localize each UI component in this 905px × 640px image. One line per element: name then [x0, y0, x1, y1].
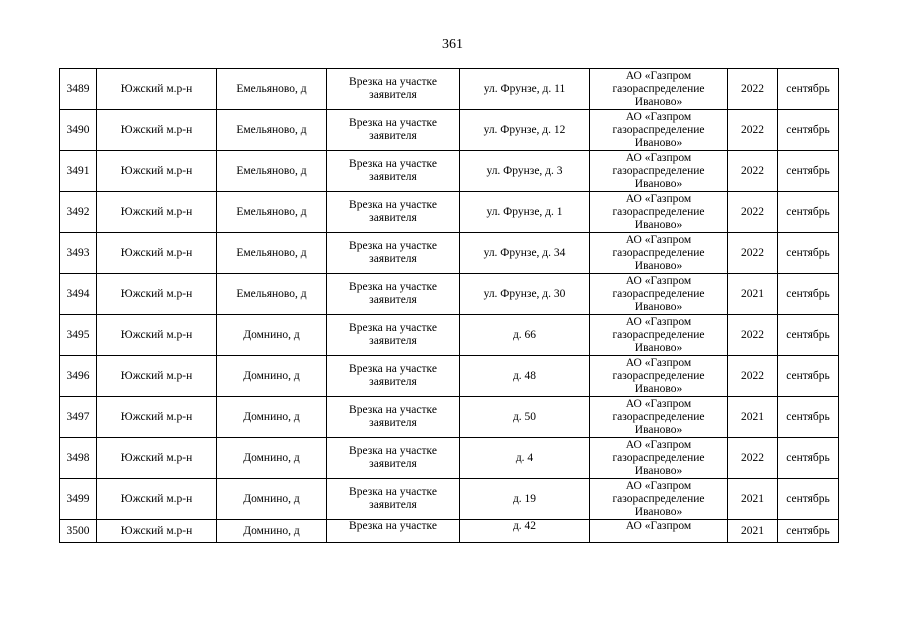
gasification-table [59, 68, 839, 543]
row-number-cell: 3496 [60, 356, 97, 397]
district-cell: Южский м.р-н [97, 356, 217, 397]
table-row [60, 479, 839, 520]
row-number-cell: 3500 [60, 520, 97, 543]
address-cell: ул. Фрунзе, д. 34 [460, 233, 590, 274]
work-type-cell: Врезка на участке заявителя [327, 69, 460, 110]
year-cell: 2022 [728, 438, 778, 479]
organization-cell: АО «Газпром газораспределение Иваново» [590, 315, 728, 356]
table-row [60, 274, 839, 315]
table-body [60, 69, 839, 543]
district-cell: Южский м.р-н [97, 397, 217, 438]
table-row [60, 438, 839, 479]
work-type-cell: Врезка на участке заявителя [327, 233, 460, 274]
row-number-cell: 3492 [60, 192, 97, 233]
address-cell: д. 48 [460, 356, 590, 397]
organization-cell: АО «Газпром газораспределение Иваново» [590, 192, 728, 233]
table-row [60, 397, 839, 438]
year-cell: 2022 [728, 69, 778, 110]
settlement-cell: Емельяново, д [217, 274, 327, 315]
month-cell: сентябрь [778, 438, 839, 479]
work-type-cell: Врезка на участке заявителя [327, 151, 460, 192]
year-cell: 2021 [728, 479, 778, 520]
table-row-truncated [60, 520, 839, 543]
month-cell: сентябрь [778, 274, 839, 315]
row-number-cell: 3489 [60, 69, 97, 110]
settlement-cell: Домнино, д [217, 520, 327, 543]
table-row [60, 356, 839, 397]
district-cell: Южский м.р-н [97, 274, 217, 315]
address-cell: ул. Фрунзе, д. 3 [460, 151, 590, 192]
work-type-cell: Врезка на участке заявителя [327, 110, 460, 151]
address-cell: д. 19 [460, 479, 590, 520]
row-number-cell: 3494 [60, 274, 97, 315]
district-cell: Южский м.р-н [97, 151, 217, 192]
row-number-cell: 3491 [60, 151, 97, 192]
organization-cell: АО «Газпром газораспределение Иваново» [590, 151, 728, 192]
work-type-cell: Врезка на участке [327, 520, 460, 543]
settlement-cell: Емельяново, д [217, 151, 327, 192]
work-type-cell: Врезка на участке заявителя [327, 356, 460, 397]
year-cell: 2022 [728, 110, 778, 151]
district-cell: Южский м.р-н [97, 479, 217, 520]
table-row [60, 315, 839, 356]
settlement-cell: Емельяново, д [217, 233, 327, 274]
table-row [60, 110, 839, 151]
year-cell: 2022 [728, 356, 778, 397]
page-number: 361 [442, 37, 463, 52]
address-cell: д. 4 [460, 438, 590, 479]
month-cell: сентябрь [778, 233, 839, 274]
month-cell: сентябрь [778, 192, 839, 233]
address-cell: д. 66 [460, 315, 590, 356]
table-row [60, 151, 839, 192]
district-cell: Южский м.р-н [97, 520, 217, 543]
address-cell: ул. Фрунзе, д. 30 [460, 274, 590, 315]
settlement-cell: Емельяново, д [217, 192, 327, 233]
month-cell: сентябрь [778, 315, 839, 356]
row-number-cell: 3498 [60, 438, 97, 479]
organization-cell: АО «Газпром газораспределение Иваново» [590, 356, 728, 397]
settlement-cell: Домнино, д [217, 479, 327, 520]
row-number-cell: 3493 [60, 233, 97, 274]
month-cell: сентябрь [778, 69, 839, 110]
year-cell: 2022 [728, 151, 778, 192]
organization-cell: АО «Газпром [590, 520, 728, 543]
year-cell: 2022 [728, 315, 778, 356]
row-number-cell: 3490 [60, 110, 97, 151]
district-cell: Южский м.р-н [97, 233, 217, 274]
table-row [60, 69, 839, 110]
settlement-cell: Домнино, д [217, 356, 327, 397]
year-cell: 2021 [728, 274, 778, 315]
year-cell: 2022 [728, 233, 778, 274]
organization-cell: АО «Газпром газораспределение Иваново» [590, 438, 728, 479]
organization-cell: АО «Газпром газораспределение Иваново» [590, 479, 728, 520]
address-cell: ул. Фрунзе, д. 1 [460, 192, 590, 233]
work-type-cell: Врезка на участке заявителя [327, 192, 460, 233]
settlement-cell: Домнино, д [217, 315, 327, 356]
settlement-cell: Емельяново, д [217, 110, 327, 151]
row-number-cell: 3499 [60, 479, 97, 520]
year-cell: 2022 [728, 192, 778, 233]
work-type-cell: Врезка на участке заявителя [327, 479, 460, 520]
organization-cell: АО «Газпром газораспределение Иваново» [590, 110, 728, 151]
district-cell: Южский м.р-н [97, 110, 217, 151]
district-cell: Южский м.р-н [97, 69, 217, 110]
table-row [60, 233, 839, 274]
organization-cell: АО «Газпром газораспределение Иваново» [590, 233, 728, 274]
work-type-cell: Врезка на участке заявителя [327, 397, 460, 438]
month-cell: сентябрь [778, 397, 839, 438]
work-type-cell: Врезка на участке заявителя [327, 315, 460, 356]
month-cell: сентябрь [778, 479, 839, 520]
month-cell: сентябрь [778, 151, 839, 192]
work-type-cell: Врезка на участке заявителя [327, 438, 460, 479]
settlement-cell: Домнино, д [217, 438, 327, 479]
table-row [60, 192, 839, 233]
district-cell: Южский м.р-н [97, 438, 217, 479]
settlement-cell: Емельяново, д [217, 69, 327, 110]
address-cell: ул. Фрунзе, д. 12 [460, 110, 590, 151]
settlement-cell: Домнино, д [217, 397, 327, 438]
month-cell: сентябрь [778, 110, 839, 151]
organization-cell: АО «Газпром газораспределение Иваново» [590, 69, 728, 110]
district-cell: Южский м.р-н [97, 192, 217, 233]
month-cell: сентябрь [778, 520, 839, 543]
organization-cell: АО «Газпром газораспределение Иваново» [590, 397, 728, 438]
row-number-cell: 3495 [60, 315, 97, 356]
district-cell: Южский м.р-н [97, 315, 217, 356]
row-number-cell: 3497 [60, 397, 97, 438]
year-cell: 2021 [728, 520, 778, 543]
month-cell: сентябрь [778, 356, 839, 397]
work-type-cell: Врезка на участке заявителя [327, 274, 460, 315]
year-cell: 2021 [728, 397, 778, 438]
address-cell: д. 42 [460, 520, 590, 543]
organization-cell: АО «Газпром газораспределение Иваново» [590, 274, 728, 315]
address-cell: ул. Фрунзе, д. 11 [460, 69, 590, 110]
address-cell: д. 50 [460, 397, 590, 438]
